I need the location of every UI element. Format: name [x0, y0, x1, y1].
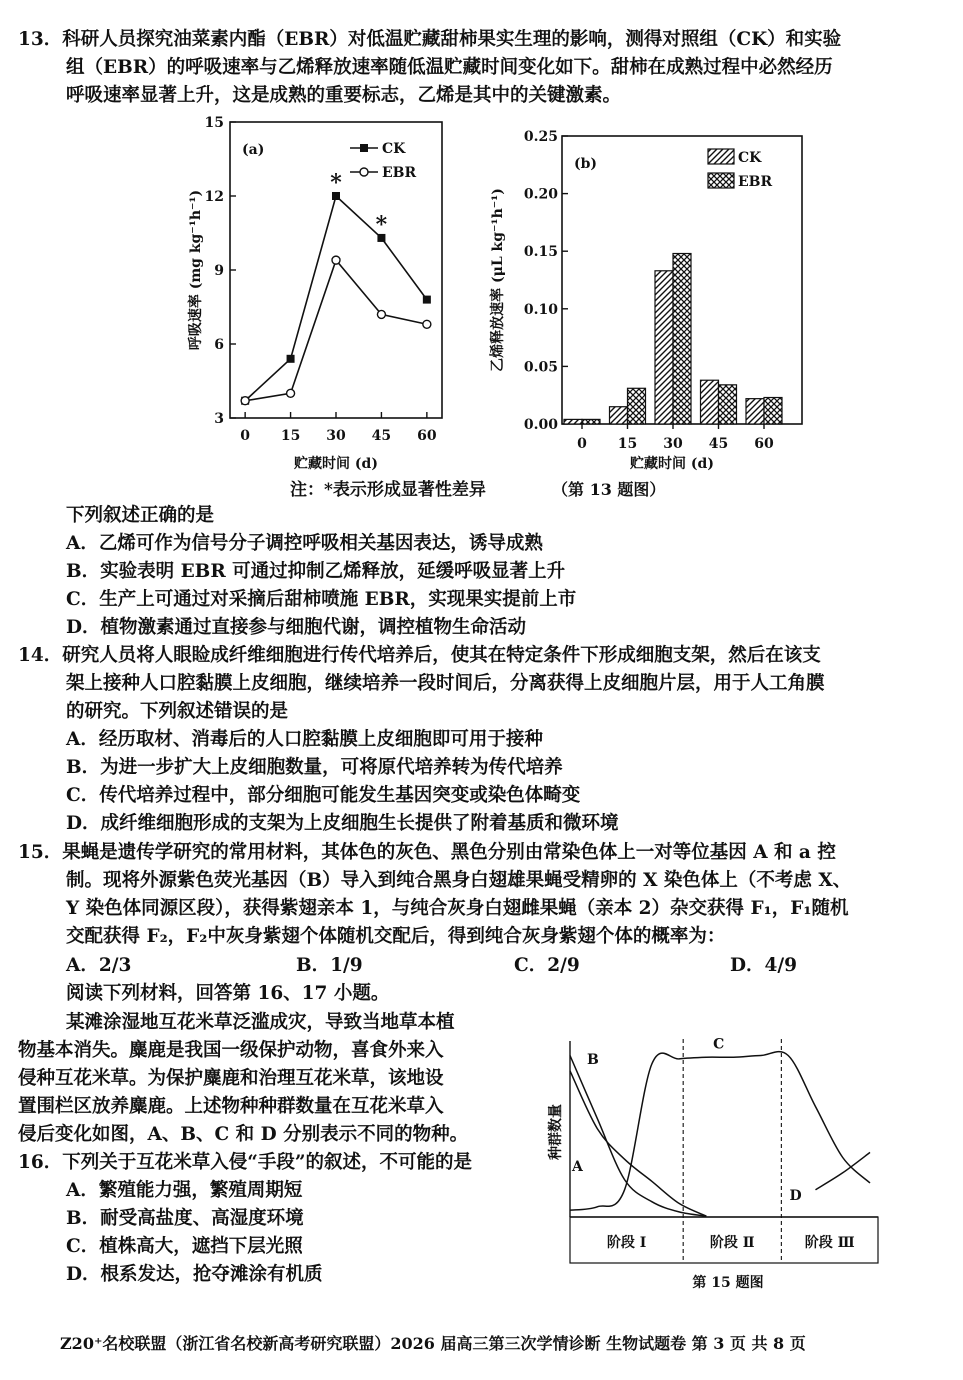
q13-line3: 呼吸速率显著上升，这是成熟的重要标志，乙烯是其中的关键激素。 [66, 85, 622, 106]
chart-a-xtick-label: 0 [240, 428, 251, 444]
chart-b-legend-label: EBR [738, 174, 773, 190]
chart-b-bar-ebr [582, 419, 600, 424]
pop-label-a: A [572, 1159, 583, 1176]
chart-b-legend-label: CK [738, 150, 762, 166]
chart-b-bar-ebr [628, 388, 646, 424]
pop-stage-label: 阶段 Ⅲ [804, 1235, 855, 1251]
material-line3: 侵种互花米草。为保护麋鹿和治理互花米草，该地设 [18, 1068, 444, 1089]
chart-a-xtick-label: 30 [326, 428, 346, 444]
chart-a-point-ebr [377, 310, 385, 318]
chart-a-point-ebr [241, 397, 249, 405]
material-line1: 某滩涂湿地互花米草泛滥成灾，导致当地草本植 [66, 1012, 455, 1033]
chart-a-ytick-label: 6 [214, 337, 224, 353]
pop-curve-b [570, 1056, 706, 1217]
pop-label-d: D [789, 1188, 802, 1204]
q13-figure-note: 注：*表示形成显著性差异 [290, 480, 486, 500]
q15-option-a: A．2/3 [66, 955, 132, 976]
chart-b-xtick-label: 45 [708, 436, 729, 452]
chart-b-bar-ck [746, 399, 764, 424]
q14-option-d: D．成纤维细胞形成的支架为上皮细胞生长提供了附着基质和微环境 [66, 813, 619, 834]
q16-option-d: D．根系发达，抢夺滩涂有机质 [66, 1264, 323, 1285]
material-intro: 阅读下列材料，回答第 16、17 小题。 [66, 983, 390, 1004]
population-chart [530, 1025, 910, 1295]
chart-a-legend-label: CK [382, 141, 406, 157]
chart-a-xtick-label: 60 [417, 428, 437, 444]
chart-b-ylabel: 乙烯释放速率 (μL kg⁻¹h⁻¹) [490, 188, 506, 372]
q15-option-d: D．4/9 [730, 955, 798, 976]
material-line2: 物基本消失。麋鹿是我国一级保护动物，喜食外来入 [18, 1040, 444, 1061]
chart-b-xlabel: 贮藏时间 (d) [630, 456, 714, 472]
q16-option-c: C．植株高大，遮挡下层光照 [66, 1236, 303, 1257]
chart-a-respiration [180, 112, 450, 482]
chart-b-ethylene [480, 122, 810, 477]
chart-b-bar-ebr [719, 385, 737, 424]
chart-a-xtick-label: 45 [371, 428, 392, 444]
chart-a-xlabel: 贮藏时间 (d) [294, 456, 378, 472]
chart-b-legend-swatch [708, 149, 734, 164]
q13-option-d: D．植物激素通过直接参与细胞代谢，调控植物生命活动 [66, 617, 527, 638]
chart-b-bar-ebr [764, 398, 782, 424]
chart-b-ytick-label: 0.15 [523, 244, 558, 261]
chart-a-xtick-label: 15 [280, 428, 301, 444]
chart-a-ylabel: 呼吸速率 (mg kg⁻¹h⁻¹) [188, 189, 204, 351]
chart-a-significance-mark: * [375, 211, 388, 238]
q15-line3: Y 染色体同源区段），获得紫翅亲本 1，与纯合灰身白翅雌果蝇（亲本 2）杂交获得 F₁，F₁随机 [66, 898, 849, 919]
chart-a-point-ebr [287, 389, 295, 397]
chart-b-bar-ck [701, 380, 719, 424]
pop-stage-label: 阶段 Ⅰ [606, 1235, 647, 1251]
q15-option-b: B．1/9 [296, 955, 363, 976]
q13-option-b: B．实验表明 EBR 可通过抑制乙烯释放，延缓呼吸显著上升 [66, 561, 566, 582]
q14-line1: 14．研究人员将人眼睑成纤维细胞进行传代培养后，使其在特定条件下形成细胞支架，然后在该支 [18, 645, 821, 666]
material-line5: 侵后变化如图，A、B、C 和 D 分别表示不同的物种。 [18, 1124, 469, 1145]
chart-a-point-ebr [332, 256, 340, 264]
q13-line2: 组（EBR）的呼吸速率与乙烯释放速率随低温贮藏时间变化如下。甜柿在成熟过程中必然经历 [66, 57, 833, 78]
chart-a-significance-mark: * [330, 170, 342, 196]
chart-b-ytick-label: 0.00 [523, 417, 558, 433]
q13-option-a: A．乙烯可作为信号分子调控呼吸相关基因表达，诱导成熟 [66, 533, 543, 554]
q15-line4: 交配获得 F₂，F₂中灰身紫翅个体随机交配后，得到纯合灰身紫翅个体的概率为： [66, 926, 726, 947]
q14-option-b: B．为进一步扩大上皮细胞数量，可将原代培养转为传代培养 [66, 757, 563, 778]
chart-a-legend-marker [360, 144, 368, 152]
chart-b-bar-ck [564, 419, 582, 424]
pop-stage-label: 阶段 Ⅱ [709, 1235, 755, 1251]
q13-stem: 下列叙述正确的是 [66, 505, 215, 526]
chart-b-xtick-label: 30 [663, 436, 683, 452]
chart-a-point-ck [423, 296, 431, 304]
chart-b-bar-ck [610, 407, 628, 424]
pop-caption: 第 15 题图 [692, 1275, 764, 1291]
q16-stem: 16．下列关于互花米草入侵“手段”的叙述，不可能的是 [18, 1152, 473, 1173]
chart-b-bar-ebr [673, 254, 691, 424]
q14-option-c: C．传代培养过程中，部分细胞可能发生基因突变或染色体畸变 [66, 785, 581, 806]
chart-a-panel-label: (a) [242, 142, 265, 158]
q13-line1: 13．科研人员探究油菜素内酯（EBR）对低温贮藏甜柿果实生理的影响，测得对照组（CK）和实验 [18, 29, 842, 50]
chart-a-ytick-label: 12 [204, 189, 224, 205]
chart-a-ytick-label: 9 [214, 263, 224, 279]
pop-ylabel: 种群数量 [548, 1104, 564, 1160]
q15-line1: 15．果蝇是遗传学研究的常用材料，其体色的灰色、黑色分别由常染色体上一对等位基因 A 和 a 控 [18, 842, 836, 863]
chart-b-bar-ck [655, 271, 673, 424]
q13-figure-caption: （第 13 题图） [552, 480, 666, 499]
pop-label-b: B [587, 1052, 599, 1068]
pop-label-c: C [713, 1036, 725, 1053]
q14-line2: 架上接种人口腔黏膜上皮细胞，继续培养一段时间后，分离获得上皮细胞片层，用于人工角膜 [66, 673, 825, 694]
chart-a-ytick-label: 15 [204, 115, 224, 131]
q14-option-a: A．经历取材、消毒后的人口腔黏膜上皮细胞即可用于接种 [66, 729, 543, 750]
chart-a-line-ebr [245, 260, 427, 401]
q16-option-b: B．耐受高盐度、高湿度环境 [66, 1208, 304, 1229]
chart-b-ytick-label: 0.20 [523, 186, 558, 203]
chart-a-point-ck [287, 355, 295, 363]
chart-a-legend-label: EBR [382, 165, 417, 181]
material-line4: 置围栏区放养麋鹿。上述物种种群数量在互花米草入 [18, 1096, 444, 1117]
chart-a-ytick-label: 3 [214, 411, 224, 427]
chart-b-ytick-label: 0.10 [523, 301, 558, 318]
page-footer: Z20⁺名校联盟（浙江省名校新高考研究联盟）2026 届高三第三次学情诊断 生物试题卷 第 3 页 共 8 页 [60, 1334, 806, 1353]
chart-b-xtick-label: 60 [754, 436, 774, 452]
chart-a-legend-marker [360, 168, 368, 176]
chart-b-xtick-label: 0 [577, 436, 587, 452]
chart-b-ytick-label: 0.25 [523, 129, 558, 145]
chart-b-legend-swatch [708, 173, 734, 188]
pop-curve-c [570, 1052, 870, 1211]
q14-line3: 的研究。下列叙述错误的是 [66, 701, 289, 722]
q15-option-c: C．2/9 [514, 955, 580, 976]
chart-a-line-ck [245, 196, 427, 401]
q15-line2: 制。现将外源紫色荧光基因（B）导入到纯合黑身白翅雄果蝇受精卵的 X 染色体上（不考虑 X、 [66, 870, 852, 891]
q16-option-a: A．繁殖能力强，繁殖周期短 [66, 1180, 303, 1201]
chart-b-ytick-label: 0.05 [523, 359, 558, 376]
chart-b-xtick-label: 15 [617, 436, 638, 452]
chart-a-point-ebr [423, 320, 431, 328]
chart-b-panel-label: (b) [574, 156, 598, 172]
q13-option-c: C．生产上可通过对采摘后甜柿喷施 EBR，实现果实提前上市 [66, 589, 577, 610]
